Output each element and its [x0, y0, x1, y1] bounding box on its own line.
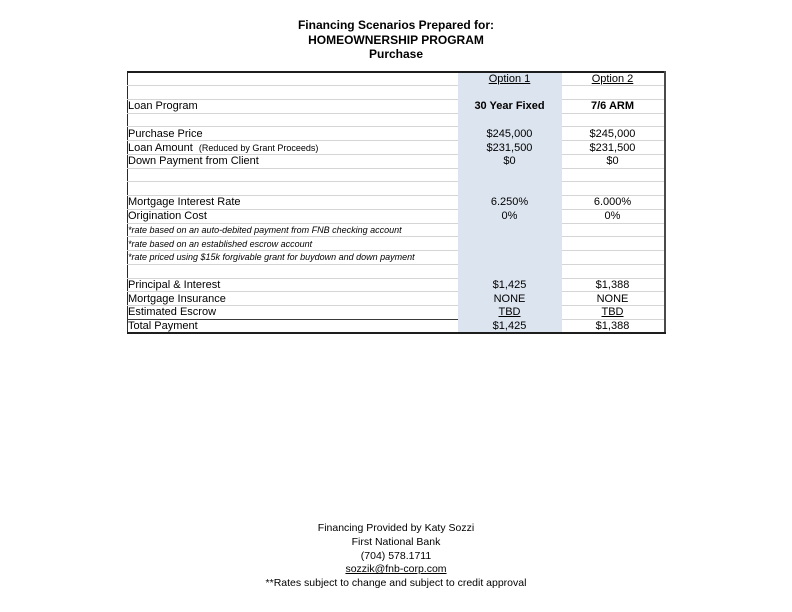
footer-rates-disclaimer: **Rates subject to change and subject to credit approval	[265, 577, 527, 590]
financing-scenarios-table	[127, 71, 666, 334]
option1-value-cell: $245,000	[458, 127, 562, 141]
row-label-cell: Mortgage Insurance	[128, 292, 458, 306]
option1-value-cell	[458, 264, 562, 278]
option1-value-cell: 30 Year Fixed	[458, 99, 562, 113]
row-rate-note-2	[128, 237, 665, 251]
row-mortgage-insurance	[128, 292, 665, 306]
option2-value-cell	[562, 237, 665, 251]
option1-value-cell: NONE	[458, 292, 562, 306]
option2-value-cell	[562, 251, 665, 265]
loan-amount-note: (Reduced by Grant Proceeds)	[198, 142, 319, 153]
option2-value-cell: $1,388	[562, 319, 665, 333]
option1-value-cell: 6.250%	[458, 196, 562, 210]
option1-value-cell	[458, 305, 562, 319]
option1-value-cell	[458, 113, 562, 127]
rate-note-cell: *rate based on an auto-debited payment from FNB checking account	[128, 223, 458, 237]
option2-value-cell: $231,500	[562, 141, 665, 155]
row-label-cell: Loan Program	[128, 99, 458, 113]
option2-value-cell: 0%	[562, 209, 665, 223]
rate-note-cell: *rate based on an established escrow account	[128, 237, 458, 251]
loan-amount-label: Loan Amount	[128, 141, 193, 154]
option1-header-cell	[458, 72, 562, 86]
footer-email-link[interactable]: sozzik@fnb-corp.com	[345, 563, 447, 576]
table-header-row	[128, 72, 665, 86]
row-label-cell: Principal & Interest	[128, 278, 458, 292]
rate-note-cell: *rate priced using $15k forgivable grant for buydown and down payment	[128, 251, 458, 265]
option1-value-cell	[458, 182, 562, 196]
footer-phone: (704) 578.1711	[360, 549, 432, 562]
row-loan-amount	[128, 141, 665, 155]
option2-value-cell: $1,388	[562, 278, 665, 292]
header-label-cell	[128, 72, 458, 86]
option1-value-cell	[458, 168, 562, 182]
escrow-tbd-option2: TBD	[601, 306, 624, 319]
row-label-cell: Origination Cost	[128, 209, 458, 223]
option2-value-cell: NONE	[562, 292, 665, 306]
blank-row	[128, 168, 665, 182]
blank-row	[128, 182, 665, 196]
row-purchase-price	[128, 127, 665, 141]
footer-provider: Financing Provided by Katy Sozzi	[317, 522, 475, 534]
option2-value-cell	[562, 223, 665, 237]
option2-value-cell: 6.000%	[562, 196, 665, 210]
option2-value-cell	[562, 305, 665, 319]
option2-header: Option 2	[591, 73, 634, 86]
row-rate-note-3	[128, 251, 665, 265]
row-mortgage-interest-rate	[128, 196, 665, 210]
row-loan-program	[128, 99, 665, 113]
row-rate-note-1	[128, 223, 665, 237]
row-label-cell: Estimated Escrow	[128, 305, 458, 319]
row-total-payment	[128, 319, 665, 333]
row-estimated-escrow	[128, 305, 665, 319]
option2-value-cell: $0	[562, 154, 665, 168]
row-label-cell	[128, 113, 458, 127]
blank-row	[128, 86, 665, 100]
option2-value-cell	[562, 182, 665, 196]
option1-header: Option 1	[488, 73, 531, 86]
blank-row	[128, 264, 665, 278]
option1-value-cell	[458, 251, 562, 265]
title-line-2: HOMEOWNERSHIP PROGRAM	[308, 32, 484, 47]
option2-value-cell	[562, 168, 665, 182]
row-label-cell	[128, 168, 458, 182]
row-label-cell	[128, 141, 458, 155]
option1-value-cell: $1,425	[458, 319, 562, 333]
option1-value-cell: $231,500	[458, 141, 562, 155]
option1-value-cell	[458, 237, 562, 251]
footer-block	[0, 522, 792, 591]
row-label-cell: Down Payment from Client	[128, 154, 458, 168]
title-line-1: Financing Scenarios Prepared for:	[297, 18, 495, 32]
blank-row	[128, 113, 665, 127]
row-label-cell: Mortgage Interest Rate	[128, 196, 458, 210]
option1-value-cell: $1,425	[458, 278, 562, 292]
title-line-3: Purchase	[368, 47, 424, 61]
option2-value-cell	[562, 86, 665, 100]
option2-value-cell: 7/6 ARM	[562, 99, 665, 113]
row-label-cell	[128, 264, 458, 278]
option2-header-cell	[562, 72, 665, 86]
option1-value-cell	[458, 223, 562, 237]
option2-value-cell: $245,000	[562, 127, 665, 141]
row-origination-cost	[128, 209, 665, 223]
escrow-tbd-option1: TBD	[498, 306, 521, 319]
row-label-cell: Purchase Price	[128, 127, 458, 141]
option1-value-cell: $0	[458, 154, 562, 168]
title-block	[0, 18, 792, 62]
option1-value-cell: 0%	[458, 209, 562, 223]
option2-value-cell	[562, 113, 665, 127]
row-label-cell	[128, 182, 458, 196]
footer-bank: First National Bank	[351, 535, 441, 548]
row-principal-interest	[128, 278, 665, 292]
option1-value-cell	[458, 86, 562, 100]
footer-email-row	[0, 563, 792, 577]
row-label-cell	[128, 86, 458, 100]
option2-value-cell	[562, 264, 665, 278]
row-down-payment	[128, 154, 665, 168]
row-label-cell: Total Payment	[128, 319, 458, 333]
